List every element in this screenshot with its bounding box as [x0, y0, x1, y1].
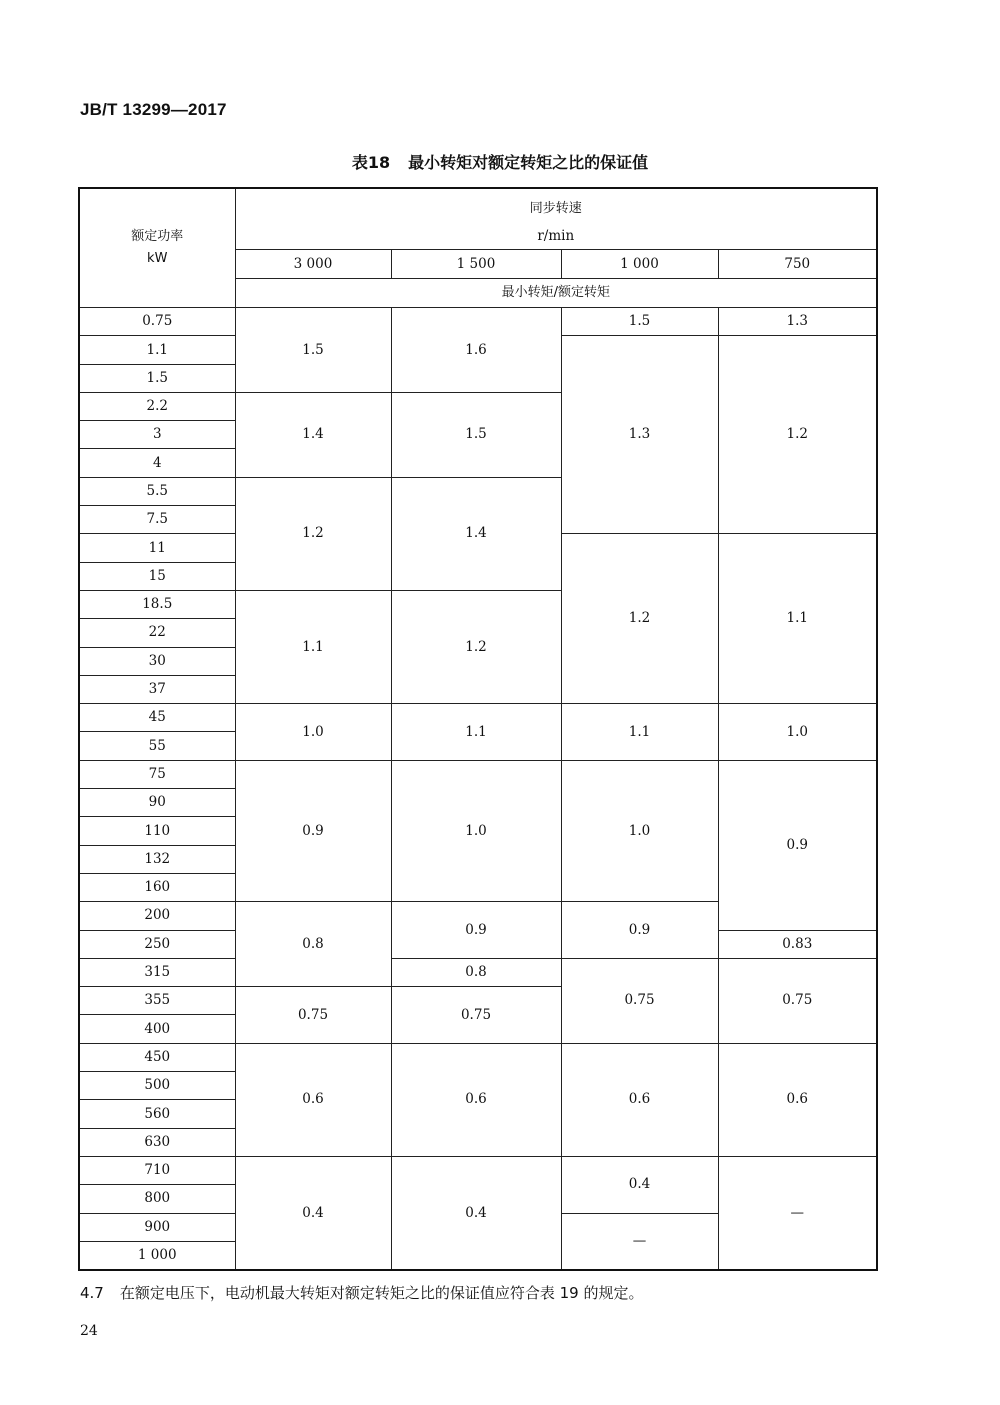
header-speed-unit: r/min [235, 223, 877, 250]
power-cell: 4 [79, 449, 235, 477]
power-cell: 800 [79, 1185, 235, 1213]
power-cell: 37 [79, 675, 235, 703]
value-cell-750: 0.83 [718, 930, 877, 958]
power-cell: 500 [79, 1072, 235, 1100]
value-cell-750: 1.0 [718, 704, 877, 761]
power-cell: 45 [79, 704, 235, 732]
header-speed-1000: 1 000 [561, 250, 718, 279]
power-cell: 5.5 [79, 477, 235, 505]
value-cell-3000: 1.4 [235, 392, 391, 477]
power-cell: 30 [79, 647, 235, 675]
value-cell-1000: 0.9 [561, 902, 718, 959]
power-cell: 7.5 [79, 506, 235, 534]
value-cell-1500: 1.5 [391, 392, 561, 477]
power-cell: 2.2 [79, 392, 235, 420]
power-cell: 355 [79, 987, 235, 1015]
value-cell-750: 0.6 [718, 1043, 877, 1156]
value-cell-3000: 0.75 [235, 987, 391, 1044]
value-cell-3000: 0.8 [235, 902, 391, 987]
min-torque-table [78, 187, 878, 1271]
power-cell: 1 000 [79, 1241, 235, 1270]
value-cell-750: 0.75 [718, 958, 877, 1043]
clause-number: 4.7 [80, 1284, 104, 1302]
value-cell-1000: 1.1 [561, 704, 718, 761]
value-cell-1000: 0.75 [561, 958, 718, 1043]
document-code: JB/T 13299—2017 [80, 100, 227, 119]
header-speed-1500: 1 500 [391, 250, 561, 279]
value-cell-1000: 1.0 [561, 760, 718, 901]
power-cell: 400 [79, 1015, 235, 1043]
power-cell: 200 [79, 902, 235, 930]
value-cell-1500: 0.75 [391, 987, 561, 1044]
power-cell: 1.5 [79, 364, 235, 392]
power-cell: 75 [79, 760, 235, 788]
power-cell: 11 [79, 534, 235, 562]
value-cell-3000: 1.5 [235, 308, 391, 393]
value-cell-3000: 1.0 [235, 704, 391, 761]
value-cell-1500: 1.4 [391, 477, 561, 590]
power-cell: 90 [79, 789, 235, 817]
header-power-label: 额定功率 [131, 228, 184, 244]
value-cell-3000: 1.1 [235, 590, 391, 703]
value-cell-1500: 0.6 [391, 1043, 561, 1156]
header-power-unit: kW [147, 251, 168, 266]
power-cell: 560 [79, 1100, 235, 1128]
power-cell: 0.75 [79, 308, 235, 336]
power-cell: 710 [79, 1156, 235, 1184]
value-cell-3000: 1.2 [235, 477, 391, 590]
page-number: 24 [80, 1323, 98, 1339]
table-number: 表18 [351, 153, 391, 172]
clause-text: 在额定电压下，电动机最大转矩对额定转矩之比的保证值应符合表 19 的规定。 [119, 1284, 644, 1302]
value-cell-750: — [718, 1156, 877, 1270]
value-cell-1500: 0.4 [391, 1156, 561, 1270]
value-cell-1000: 0.6 [561, 1043, 718, 1156]
value-cell-1500: 1.0 [391, 760, 561, 901]
power-cell: 22 [79, 619, 235, 647]
power-cell: 18.5 [79, 590, 235, 618]
power-cell: 315 [79, 958, 235, 986]
value-cell-3000: 0.4 [235, 1156, 391, 1270]
value-cell-750: 0.9 [718, 760, 877, 930]
value-cell-3000: 0.6 [235, 1043, 391, 1156]
header-ratio-label: 最小转矩/额定转矩 [235, 279, 877, 308]
power-cell: 3 [79, 421, 235, 449]
power-cell: 55 [79, 732, 235, 760]
value-cell-1500: 1.1 [391, 704, 561, 761]
value-cell-1500: 1.6 [391, 308, 561, 393]
power-cell: 132 [79, 845, 235, 873]
value-cell-1500: 0.9 [391, 902, 561, 959]
value-cell-750: 1.2 [718, 336, 877, 534]
power-cell: 110 [79, 817, 235, 845]
value-cell-750: 1.1 [718, 534, 877, 704]
table-title: 最小转矩对额定转矩之比的保证值 [408, 153, 649, 172]
value-cell-1000: 1.3 [561, 336, 718, 534]
value-cell-750: 1.3 [718, 308, 877, 336]
header-speed-750: 750 [718, 250, 877, 279]
table-caption [0, 150, 1000, 173]
value-cell-1000: 0.4 [561, 1156, 718, 1213]
power-cell: 630 [79, 1128, 235, 1156]
value-cell-1500: 1.2 [391, 590, 561, 703]
value-cell-3000: 0.9 [235, 760, 391, 901]
value-cell-1000: — [561, 1213, 718, 1270]
value-cell-1000: 1.5 [561, 308, 718, 336]
header-speed-label: 同步转速 [235, 188, 877, 223]
value-cell-1500: 0.8 [391, 958, 561, 986]
power-cell: 160 [79, 873, 235, 901]
clause-4-7 [80, 1282, 644, 1303]
header-power-cell [79, 188, 235, 308]
power-cell: 250 [79, 930, 235, 958]
power-cell: 900 [79, 1213, 235, 1241]
header-speed-3000: 3 000 [235, 250, 391, 279]
power-cell: 450 [79, 1043, 235, 1071]
power-cell: 1.1 [79, 336, 235, 364]
value-cell-1000: 1.2 [561, 534, 718, 704]
power-cell: 15 [79, 562, 235, 590]
